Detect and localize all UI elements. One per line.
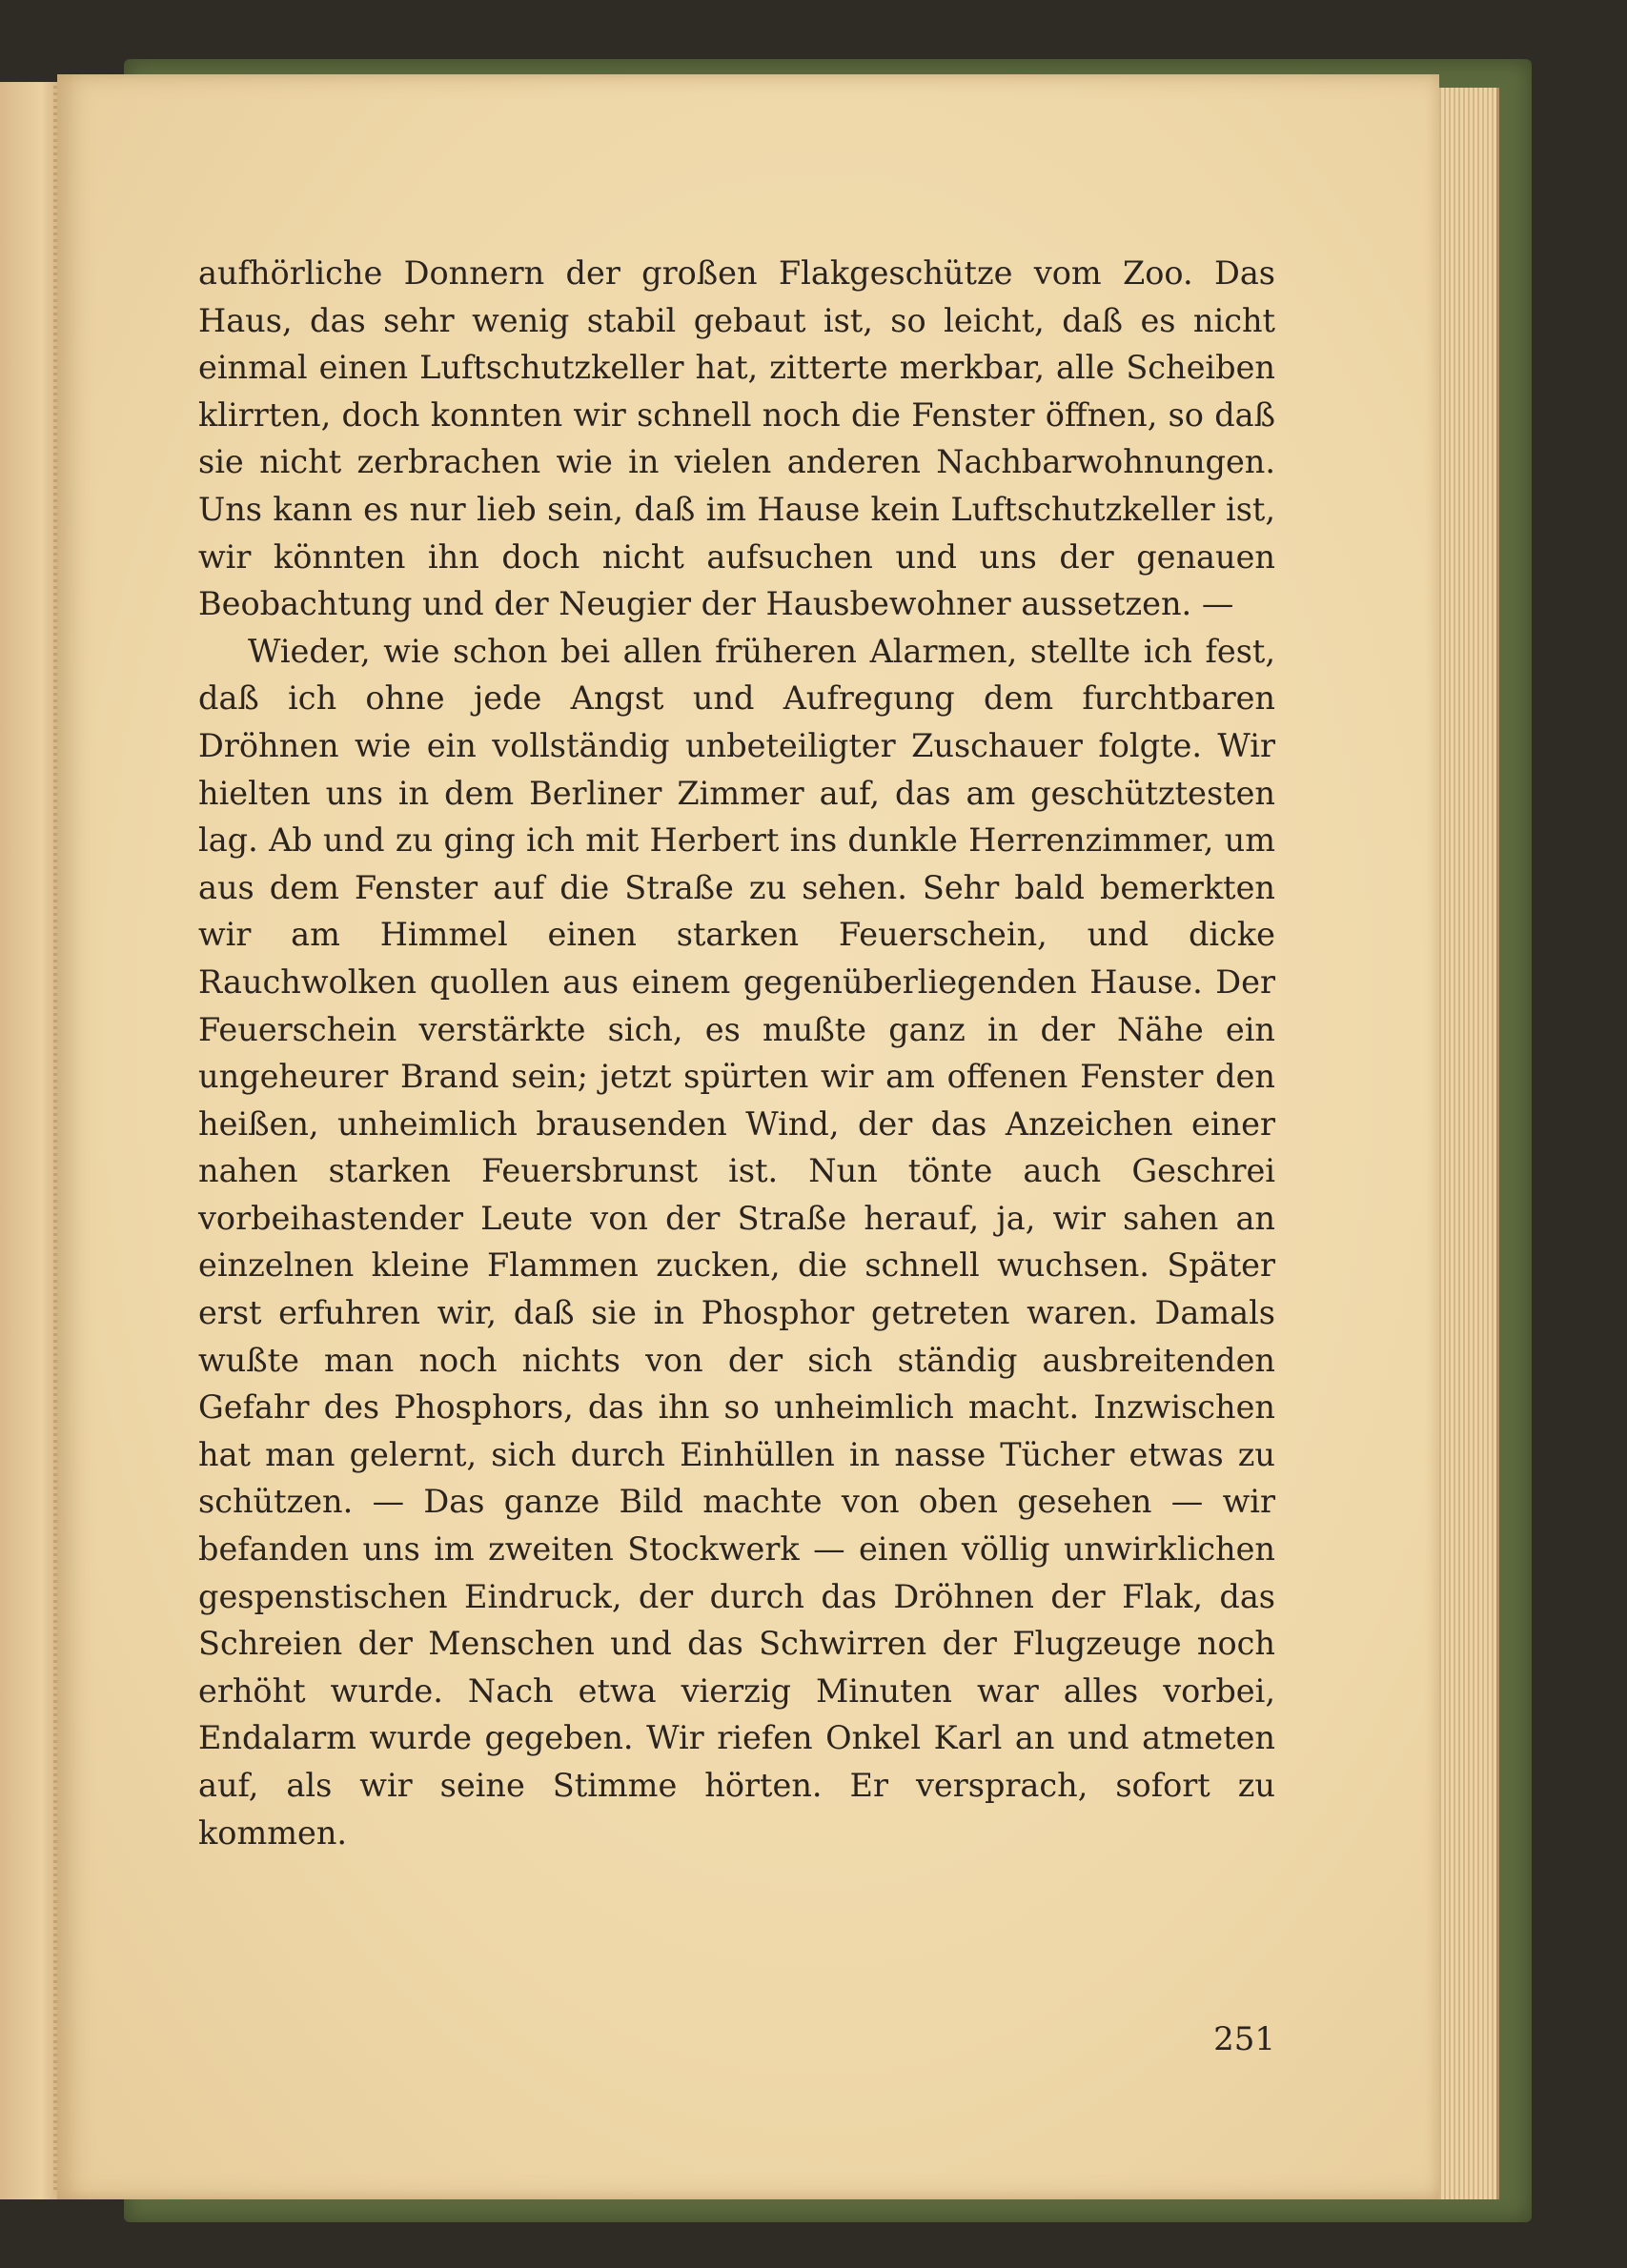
paragraph-2: Wieder, wie schon bei allen früheren Alarmen, stellte ich fest, daß ich ohne jede Angst und Aufregung dem furchtbaren Dröhnen wie ein vollständig unbeteiligter Zuschauer folgte. Wir hielten uns in dem Berliner Zimmer auf, das am geschütztesten lag. Ab und zu ging ich mit Herbert ins dunkle Herrenzimmer, um aus dem Fenster auf die Straße zu sehen. Sehr bald bemerkten wir am Himmel einen starken Feuerschein, und dicke Rauchwolken quollen aus einem gegenüberliegenden Hause. Der Feuerschein verstärkte sich, es mußte ganz in der Nähe ein ungeheurer Brand sein; jetzt spürten wir am offenen Fenster den heißen, unheimlich brausenden Wind, der das Anzeichen einer nahen starken Feuersbrunst ist. Nun tönte auch Geschrei vorbeihastender Leute von der Straße herauf, ja, wir sahen an einzelnen kleine Flammen zucken, die schnell wuchsen. Später erst erfuhren wir, daß sie in Phosphor getreten waren. Damals wußte man noch nichts von der sich ständig ausbreitenden Gefahr des Phosphors, das ihn so unheimlich macht. Inzwischen hat man gelernt, sich durch Einhüllen in nasse Tücher etwas zu schützen. — Das ganze Bild machte von oben gesehen — wir befanden uns im zweiten Stockwerk — einen völlig unwirklichen gespenstischen Eindruck, der durch das Dröhnen der Flak, das Schreien der Menschen und das Schwirren der Flugzeuge noch erhöht wurde. Nach etwa vierzig Minuten war alles vorbei, Endalarm wurde gegeben. Wir riefen Onkel Karl an und atmeten auf, als wir seine Stimme hörten. Er versprach, sofort zu kommen.: [198, 632, 1275, 1852]
body-text: [198, 250, 1275, 1856]
page-stack-edge: [1430, 88, 1499, 2199]
paragraph-1: aufhörliche Donnern der großen Flakgeschütze vom Zoo. Das Haus, das sehr wenig stabil gebaut ist, so leicht, daß es nicht einmal einen Luftschutzkeller hat, zitterte merkbar, alle Scheiben klirrten, doch konnten wir schnell noch die Fenster öffnen, so daß sie nicht zerbrachen wie in vielen anderen Nachbarwohnungen. Uns kann es nur lieb sein, daß im Hause kein Luftschutzkeller ist, wir könnten ihn doch nicht aufsuchen und uns der genauen Beobachtung und der Neugier der Hausbewohner aussetzen. —: [198, 254, 1275, 623]
page-number: 251: [1213, 2020, 1275, 2058]
